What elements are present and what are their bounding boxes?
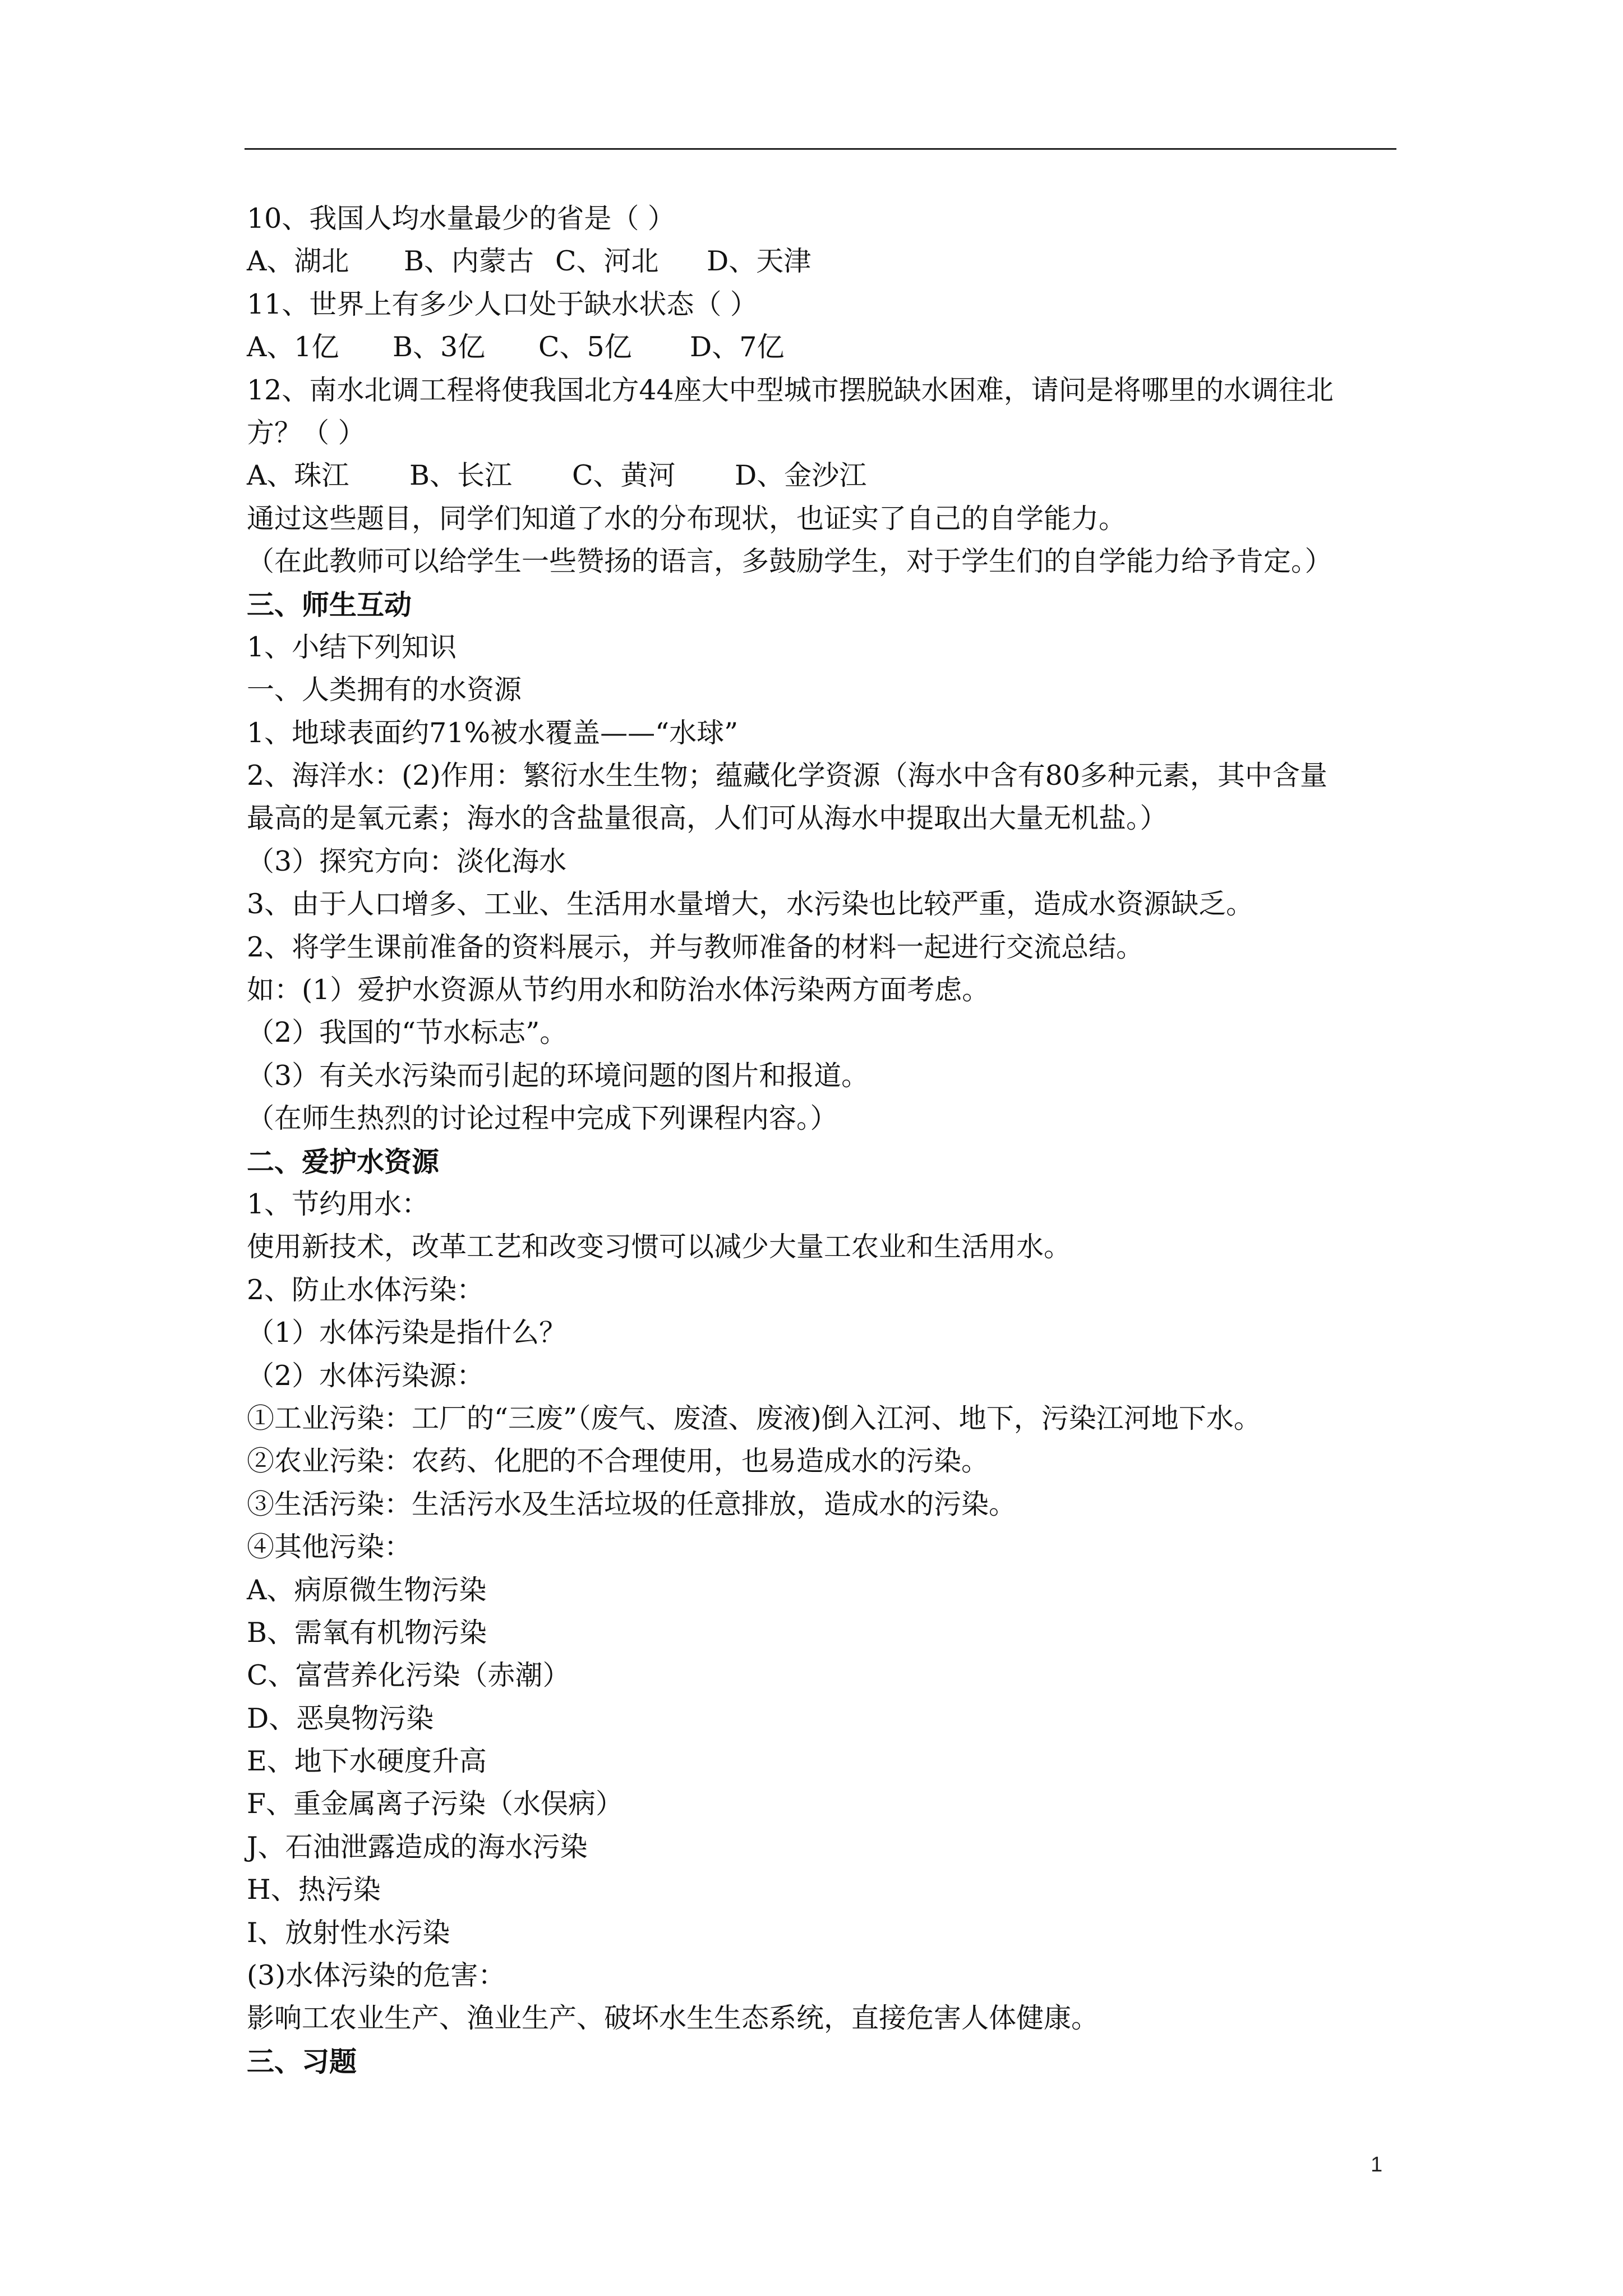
option-c: C、5亿 bbox=[538, 331, 632, 364]
header-rule bbox=[245, 148, 1396, 150]
option-d: D、7亿 bbox=[690, 331, 785, 364]
question-10-options bbox=[247, 240, 1396, 283]
heading-protect-water: 二、爱护水资源 bbox=[247, 1145, 440, 1178]
list-item: （2）水体污染源： bbox=[247, 1359, 485, 1392]
page-number: 1 bbox=[1371, 2153, 1383, 2177]
option-a: A、珠江 bbox=[247, 459, 349, 492]
list-item: （在师生热烈的讨论过程中完成下列课程内容。） bbox=[247, 1102, 838, 1135]
question-10: 10、我国人均水量最少的省是（ ） bbox=[247, 203, 675, 234]
list-item: 2、防止水体污染： bbox=[247, 1273, 485, 1306]
list-item: E、地下水硬度升高 bbox=[247, 1745, 487, 1778]
list-item: J、石油泄露造成的海水污染 bbox=[247, 1830, 588, 1863]
list-item: 如：(1）爱护水资源从节约用水和防治水体污染两方面考虑。 bbox=[247, 974, 990, 1006]
list-item: F、重金属离子污染（水俣病） bbox=[247, 1788, 623, 1820]
teacher-note: （在此教师可以给学生一些赞扬的语言，多鼓励学生，对于学生们的自学能力给予肯定。） bbox=[247, 545, 1332, 578]
question-12-line-1: 12、南水北调工程将使我国北方44座大中型城市摆脱缺水困难，请问是将哪里的水调往北 bbox=[247, 374, 1334, 406]
option-b: B、3亿 bbox=[393, 331, 486, 364]
list-item: A、病原微生物污染 bbox=[247, 1573, 487, 1606]
list-item: 2、将学生课前准备的资料展示，并与教师准备的材料一起进行交流总结。 bbox=[247, 931, 1144, 963]
option-a: A、1亿 bbox=[247, 331, 339, 364]
list-item: I、放射性水污染 bbox=[247, 1916, 450, 1949]
question-11-options bbox=[247, 326, 1396, 369]
option-b: B、长江 bbox=[409, 459, 513, 492]
option-c: C、河北 bbox=[555, 245, 659, 278]
list-item: 1、地球表面约71%被水覆盖——“水球” bbox=[247, 716, 739, 749]
list-item: 影响工农业生产、渔业生产、破坏水生生态系统，直接危害人体健康。 bbox=[247, 2002, 1099, 2035]
list-item: C、富营养化污染（赤潮） bbox=[247, 1659, 570, 1692]
option-c: C、黄河 bbox=[572, 459, 676, 492]
list-item: 1、小结下列知识 bbox=[247, 631, 457, 663]
heading-interaction: 三、师生互动 bbox=[247, 588, 412, 621]
question-11: 11、世界上有多少人口处于缺水状态（ ） bbox=[247, 288, 758, 320]
list-item: ④其他污染： bbox=[247, 1531, 412, 1563]
list-item: （2）我国的“节水标志”。 bbox=[247, 1016, 568, 1049]
list-item: ①工业污染：工厂的“三废”（废气、废渣、废液)倒入江河、地下，污染江河地下水。 bbox=[247, 1402, 1261, 1434]
question-12-options bbox=[247, 454, 1396, 497]
list-item: (3)水体污染的危害： bbox=[247, 1959, 506, 1992]
list-item: D、恶臭物污染 bbox=[247, 1702, 434, 1734]
list-item: （3）有关水污染而引起的环境问题的图片和报道。 bbox=[247, 1059, 869, 1092]
list-item: 一、人类拥有的水资源 bbox=[247, 674, 522, 706]
option-d: D、天津 bbox=[707, 245, 811, 278]
list-item: 使用新技术，改革工艺和改变习惯可以减少大量工农业和生活用水。 bbox=[247, 1231, 1072, 1263]
list-item: 2、海洋水：(2)作用：繁衍水生生物；蕴藏化学资源（海水中含有80多种元素，其中含量 bbox=[247, 760, 1327, 792]
option-d: D、金沙江 bbox=[735, 459, 867, 492]
option-a: A、湖北 bbox=[247, 245, 349, 278]
list-item: 最高的是氧元素；海水的含盐量很高，人们可从海水中提取出大量无机盐。） bbox=[247, 802, 1168, 835]
list-item: B、需氧有机物污染 bbox=[247, 1616, 487, 1649]
document-body bbox=[247, 197, 1396, 2083]
list-item: ②农业污染：农药、化肥的不合理使用，也易造成水的污染。 bbox=[247, 1445, 989, 1478]
list-item: （3）探究方向：淡化海水 bbox=[247, 845, 567, 877]
list-item: ③生活污染：生活污水及生活垃圾的任意排放，造成水的污染。 bbox=[247, 1488, 1017, 1520]
summary-paragraph: 通过这些题目，同学们知道了水的分布现状，也证实了自己的自学能力。 bbox=[247, 502, 1127, 535]
heading-exercises: 三、习题 bbox=[247, 2045, 357, 2078]
question-12-line-2: 方？（ ） bbox=[247, 416, 366, 449]
list-item: 1、节约用水： bbox=[247, 1188, 430, 1220]
option-b: B、内蒙古 bbox=[404, 245, 534, 278]
list-item: （1）水体污染是指什么？ bbox=[247, 1317, 567, 1349]
list-item: H、热污染 bbox=[247, 1874, 381, 1906]
list-item: 3、由于人口增多、工业、生活用水量增大，水污染也比较严重，造成水资源缺乏。 bbox=[247, 888, 1254, 921]
